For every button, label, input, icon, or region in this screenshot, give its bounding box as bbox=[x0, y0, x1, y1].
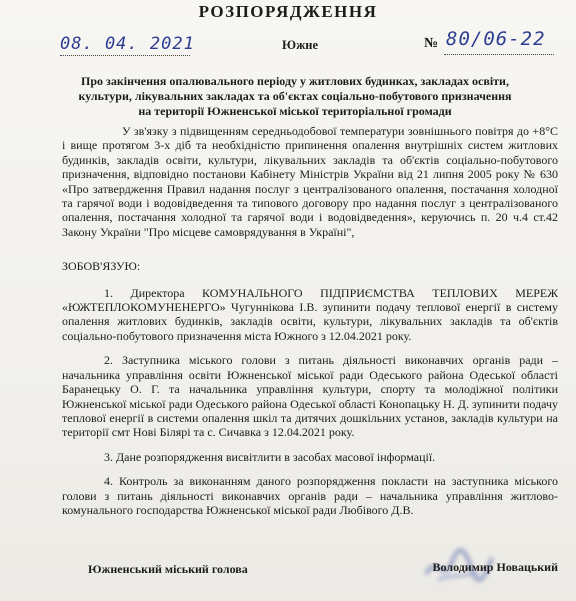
order-item-3: 3. Дане розпорядження висвітлити в засобах масової інформації. bbox=[104, 449, 436, 464]
preamble-paragraph: У зв'язку з підвищенням середньодобової температури зовнішнього повітря до +8°С і вище протягом 3-х діб та необхідністю припинення опалення внутрішніх систем житлових будинків, закладів освіти, культури, лікувальних закладів та об'єктів соціально-побутового призначення, відповідно постанови Кабінету Міністрів України від 21 липня 2005 року № 630 «Про затвердження Правил надання послуг з централізованого опалення, постачання холодної та гарячої води і водовідведення та типового договору про надання послуг з централізованого опалення, постачання холодної та гарячої води і водовідведення», керуючись п. 20 ч.4 ст.42 Закону України "Про місцеве самоврядування в Україні", bbox=[62, 124, 558, 239]
document-body bbox=[62, 124, 558, 517]
subject-line: на території Южненської міської територіальної громади bbox=[138, 104, 452, 118]
city-name: Южне bbox=[282, 38, 319, 52]
subject-line: Про закінчення опалювального періоду у житлових будинках, закладах освіти, bbox=[81, 74, 509, 88]
subject-line: культури, лікувальних закладах та об'єктах соціально-побутового призначення bbox=[78, 89, 512, 103]
order-item-1: 1. Директора КОМУНАЛЬНОГО ПІДПРИЄМСТВА ТЕПЛОВИХ МЕРЕЖ «ЮЖТЕПЛОКОМУНЕНЕРГО» Чугуннікова І.В. зупинити подачу теплової енергії в систему опалення житлових будинків, закладів освіти, культури, лікувальних закладів та об'єктів соціально-побутового призначення міста Южного з 12.04.2021 року. bbox=[62, 285, 558, 343]
handwritten-number: 80/06-22 bbox=[446, 28, 546, 50]
order-item-2: 2. Заступника міського голови з питань діяльності виконавчих органів ради – начальника управління освіти Южненської міської ради Одеського района Одеської області Баранецьку О. Г. та начальника управління культури, спорту та молодіжної політики Южненської міської ради Одеського района Одеської області Конопацьку Н. Д. зупинити подачу теплової енергії в системи опалення шкіл та дитячих дошкільних установ, закладів культури на території смт Нові Білярі та с. Сичавка з 12.04.2021 року. bbox=[62, 353, 558, 440]
signatory-name: Володимир Новацький bbox=[432, 560, 558, 574]
signatory-title: Южненський міський голова bbox=[88, 562, 248, 576]
document-title: РОЗПОРЯДЖЕННЯ bbox=[198, 2, 378, 21]
order-item-4: 4. Контроль за виконанням даного розпорядження покласти на заступника міського голови з питань діяльності виконавчих органів ради – начальника управління житлово-комунального господарства Южненської міської ради Любівого Д.В. bbox=[62, 474, 558, 517]
handwritten-date: 08. 04. 2021 bbox=[60, 34, 195, 54]
date-underline bbox=[60, 55, 190, 56]
number-underline bbox=[444, 54, 554, 55]
number-label: № bbox=[424, 36, 439, 51]
document-subject bbox=[60, 74, 530, 119]
signature-block bbox=[88, 562, 558, 582]
resolve-heading: ЗОБОВ'ЯЗУЮ: bbox=[62, 259, 141, 274]
